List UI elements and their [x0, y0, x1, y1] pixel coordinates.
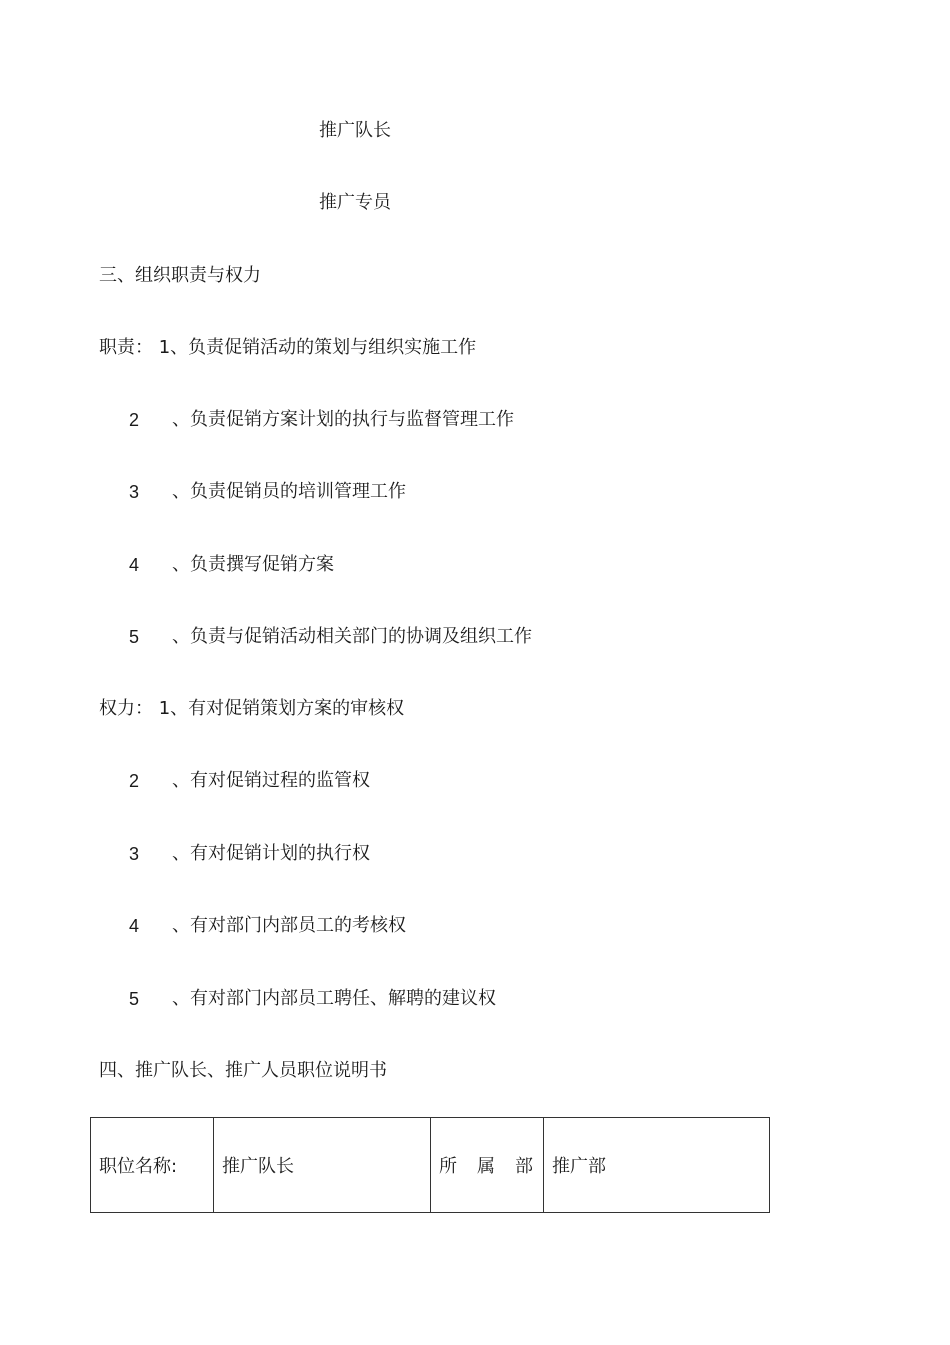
position-info-table — [90, 1117, 770, 1213]
power-item-num: 2 — [129, 771, 140, 791]
org-line-captain: 推广队长 — [319, 120, 391, 141]
department-label-char: 所 — [439, 1156, 457, 1177]
department-label — [431, 1118, 544, 1213]
power-item-num: 3 — [129, 844, 140, 864]
powers-first-line: 权力： 1、有对促销策划方案的审核权 — [99, 698, 405, 719]
department-value: 推广部 — [544, 1118, 770, 1213]
section3-heading: 三、组织职责与权力 — [99, 265, 261, 286]
power-item-text: 、有对促销计划的执行权 — [172, 843, 370, 864]
power-item-text: 、有对部门内部员工的考核权 — [172, 915, 406, 936]
power-item-text: 、有对部门内部员工聘任、解聘的建议权 — [172, 988, 496, 1009]
table-row — [91, 1118, 770, 1213]
power-item-num: 5 — [129, 989, 140, 1009]
duty-item-text: 、负责与促销活动相关部门的协调及组织工作 — [172, 626, 532, 647]
section4-heading: 四、推广队长、推广人员职位说明书 — [99, 1060, 387, 1081]
power-item-text: 、有对促销过程的监管权 — [172, 770, 370, 791]
duty-item-text: 、负责促销员的培训管理工作 — [172, 481, 406, 502]
duties-first-line: 职责： 1、负责促销活动的策划与组织实施工作 — [99, 337, 477, 358]
duty-item-text: 、负责撰写促销方案 — [172, 554, 334, 575]
power-item-num: 4 — [129, 916, 140, 936]
position-name-value: 推广队长 — [214, 1118, 431, 1213]
department-label-char: 属 — [477, 1156, 495, 1177]
duty-item-text: 、负责促销方案计划的执行与监督管理工作 — [172, 409, 514, 430]
duty-item-num: 2 — [129, 410, 140, 430]
department-label-char: 部 — [515, 1156, 533, 1177]
duty-item-num: 3 — [129, 482, 140, 502]
duty-item-num: 5 — [129, 627, 140, 647]
position-name-label: 职位名称: — [91, 1118, 214, 1213]
duty-item-num: 4 — [129, 555, 140, 575]
org-line-specialist: 推广专员 — [319, 192, 391, 213]
